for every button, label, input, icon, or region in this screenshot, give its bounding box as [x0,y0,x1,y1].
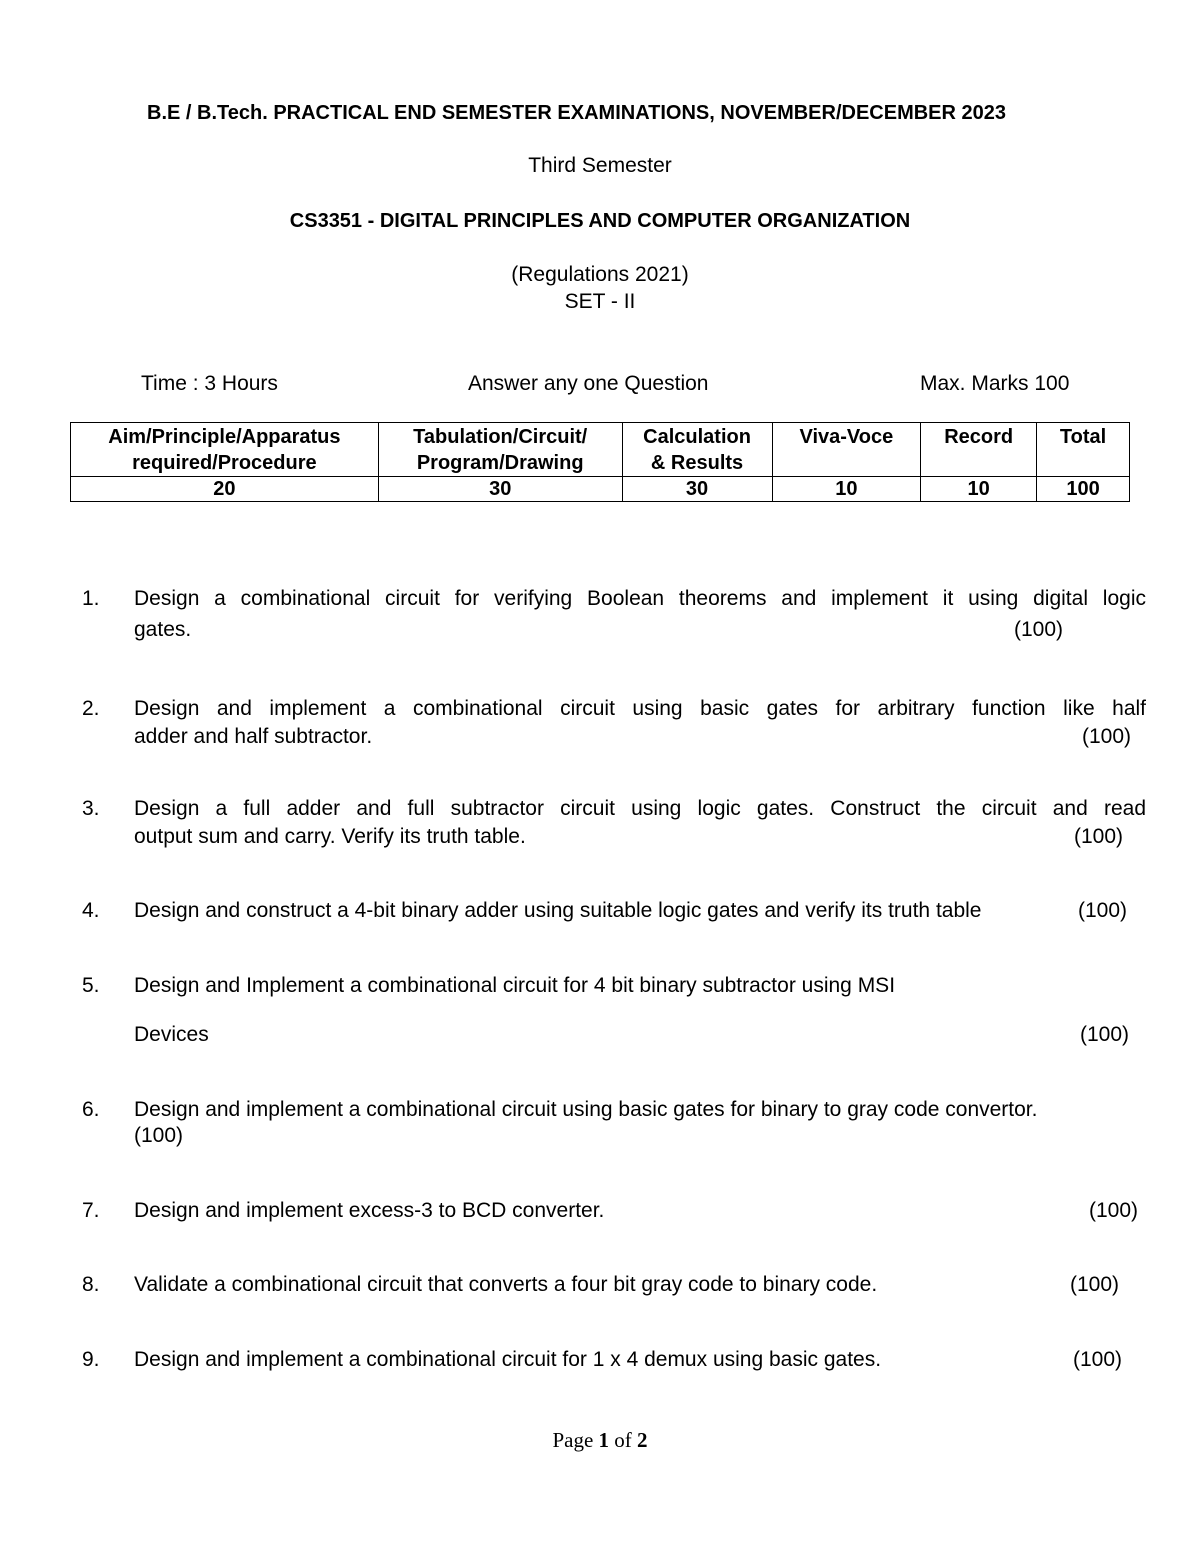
header-line: Viva-Voce [799,426,894,448]
question-text [134,585,1146,644]
header-line: required/Procedure [132,452,317,474]
table-header-cell [921,423,1037,477]
current-page-number: 1 [598,1428,610,1452]
question-line: Design and implement a combinational circuit using basic gates for binary to gray code convertor. [134,1098,1038,1121]
question-line: Devices [134,1023,209,1046]
of-label: of [614,1428,632,1452]
question-number: 5. [82,974,100,997]
table-cell: 10 [921,477,1037,502]
question-text [134,1346,1146,1374]
question-marks: (100) [1074,825,1124,848]
question-number: 7. [82,1199,100,1222]
max-marks-label: Max. Marks 100 [920,372,1070,395]
exam-title: B.E / B.Tech. PRACTICAL END SEMESTER EXAMINATIONS, NOVEMBER/DECEMBER 2023 [147,102,1007,124]
regulations-label: (Regulations 2021) [511,263,689,286]
question-marks: (100) [1078,899,1128,922]
question-number: 1. [82,587,100,610]
question-line: Design and construct a 4-bit binary adder using suitable logic gates and verify its truth table [134,899,982,922]
question-line: Design a full adder and full subtractor circuit using logic gates. Construct the circuit and read [134,797,1146,820]
question-marks: (100) [134,1124,184,1147]
table-cell: 100 [1037,477,1130,502]
set-label: SET - II [564,290,636,313]
header-line: Tabulation/Circuit/ [413,426,588,448]
table-header-cell [378,423,622,477]
question-line: output sum and carry. Verify its truth table. [134,825,526,848]
table-header-cell [1037,423,1130,477]
table-cell: 30 [378,477,622,502]
question-line: Validate a combinational circuit that converts a four bit gray code to binary code. [134,1273,878,1296]
question-line: adder and half subtractor. [134,725,373,748]
page-footer [0,1428,1200,1453]
question-number: 4. [82,899,100,922]
table-header-cell [622,423,772,477]
course-title: CS3351 - DIGITAL PRINCIPLES AND COMPUTER ORGANIZATION [289,210,911,232]
question-marks: (100) [1089,1199,1139,1222]
question-line: Design and implement a combinational circuit using basic gates for arbitrary function like half [134,697,1146,720]
page-label: Page [552,1428,594,1452]
question-line: gates. [134,618,192,641]
question-text [134,695,1146,751]
question-text [134,1096,1146,1150]
table-header-cell [71,423,379,477]
table-cell: 30 [622,477,772,502]
question-number: 3. [82,797,100,820]
question-marks: (100) [1070,1273,1120,1296]
marks-distribution-table [70,422,1130,502]
table-header-cell [772,423,921,477]
header-line: Calculation [643,426,751,448]
header-line: Record [944,426,1014,448]
question-marks: (100) [1082,725,1132,748]
question-line: Design a combinational circuit for verifying Boolean theorems and implement it using digital logic [134,587,1146,610]
table-cell: 10 [772,477,921,502]
question-line: Design and Implement a combinational circuit for 4 bit binary subtractor using MSI [134,974,896,997]
question-text [134,1197,1146,1225]
question-number: 2. [82,697,100,720]
table-row [71,477,1130,502]
question-number: 9. [82,1348,100,1371]
total-pages-number: 2 [637,1428,648,1452]
semester-label: Third Semester [528,154,672,177]
header-line: Total [1059,426,1107,448]
question-line: Design and implement excess-3 to BCD converter. [134,1199,605,1222]
question-line: Design and implement a combinational circuit for 1 x 4 demux using basic gates. [134,1348,882,1371]
question-marks: (100) [1014,618,1064,641]
header-line: Aim/Principle/Apparatus [108,426,341,448]
question-text [134,897,1146,925]
header-line: & Results [650,452,744,474]
instruction-label: Answer any one Question [468,372,709,395]
question-marks: (100) [1080,1023,1130,1046]
question-text [134,1271,1146,1299]
question-number: 6. [82,1098,100,1121]
question-marks: (100) [1073,1348,1123,1371]
table-cell: 20 [71,477,379,502]
header-line: Program/Drawing [416,452,584,474]
question-text [134,972,1146,1049]
question-number: 8. [82,1273,100,1296]
time-label: Time : 3 Hours [141,372,278,395]
question-text [134,795,1146,851]
table-header-row [71,423,1130,477]
